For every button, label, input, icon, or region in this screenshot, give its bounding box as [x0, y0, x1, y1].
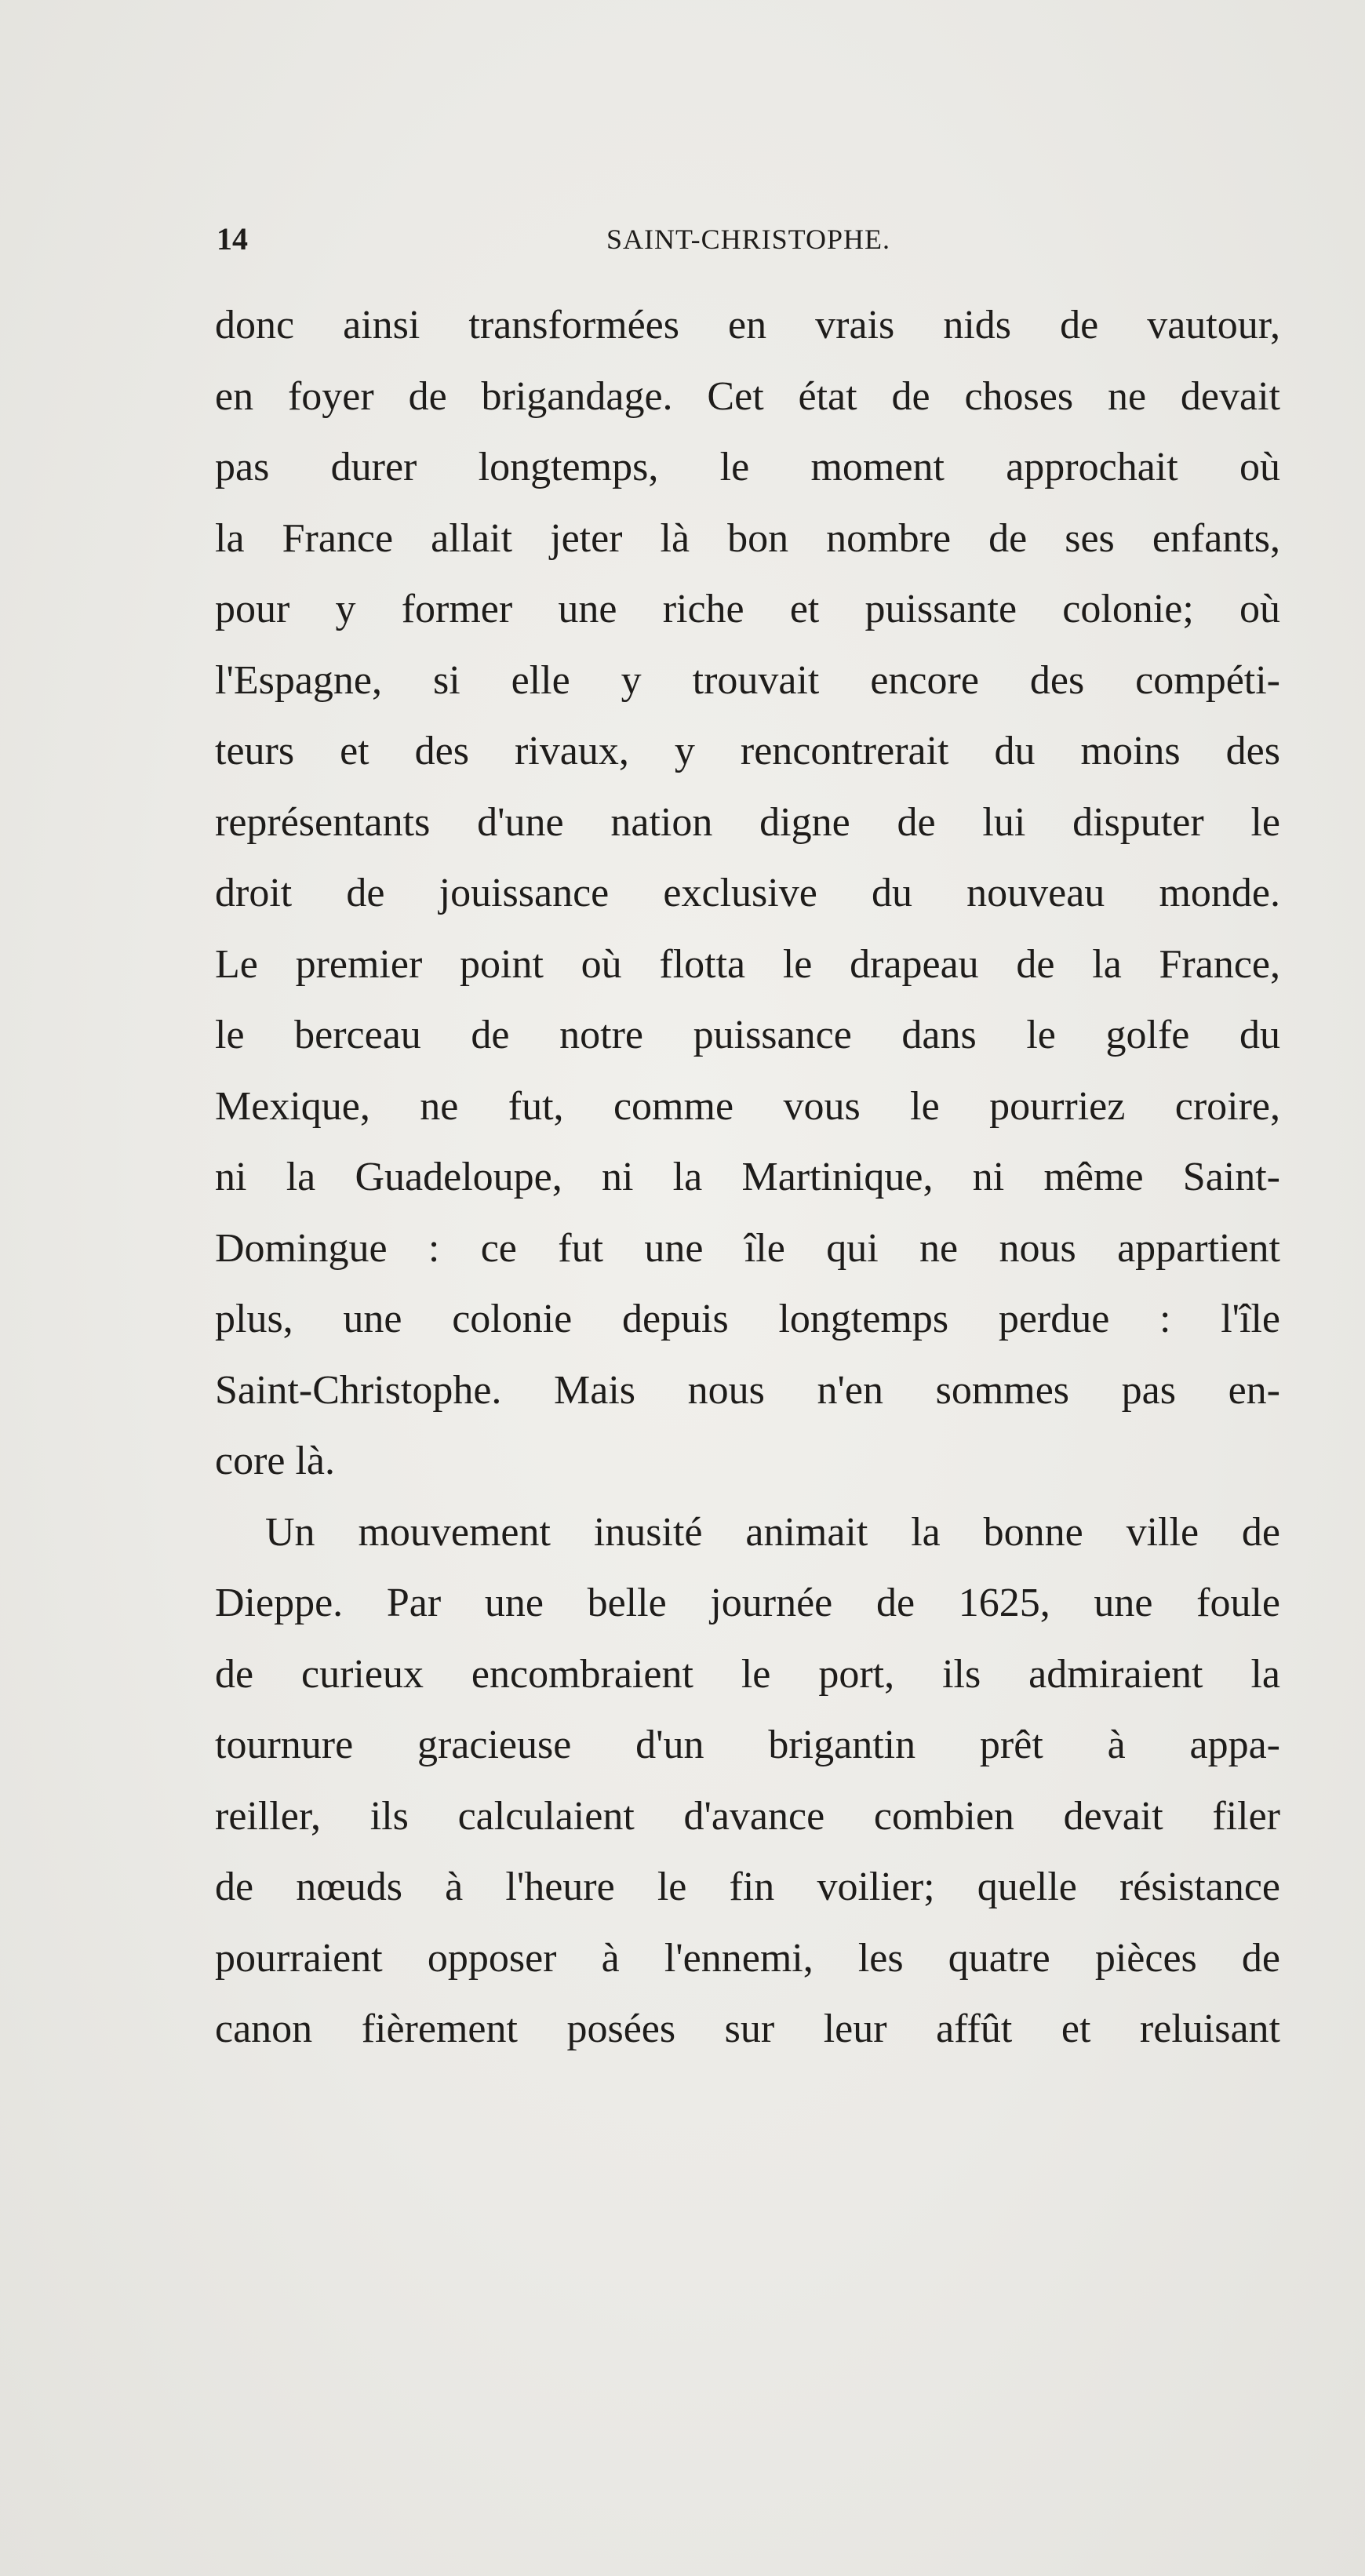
text-line: le berceau de notre puissance dans le golfe du [215, 1013, 1280, 1057]
page-number: 14 [217, 221, 248, 257]
text-line: donc ainsi transformées en vrais nids de vautour, [215, 303, 1280, 347]
page-header [217, 220, 1280, 259]
text-line: Le premier point où flotta le drapeau de la France, [215, 941, 1280, 987]
text-line: Mexique, ne fut, comme vous le pourriez croire, [215, 1083, 1280, 1129]
text-line: pour y former une riche et puissante colonie; où [215, 587, 1280, 631]
text-line: de curieux encombraient le port, ils admiraient la [215, 1651, 1280, 1697]
text-line: pourraient opposer à l'ennemi, les quatre pièces de [215, 1935, 1280, 1981]
text-line: Dieppe. Par une belle journée de 1625, une foule [215, 1581, 1280, 1625]
text-line: de nœuds à l'heure le fin voilier; quelle résistance [215, 1865, 1280, 1909]
text-line: Saint-Christophe. Mais nous n'en sommes pas en- [215, 1367, 1280, 1413]
text-line: pas durer longtemps, le moment approchait où [215, 445, 1280, 489]
text-line: ni la Guadeloupe, ni la Martinique, ni même Saint- [215, 1155, 1280, 1199]
text-line: Domingue : ce fut une île qui ne nous appartient [215, 1225, 1280, 1271]
text-line: l'Espagne, si elle y trouvait encore des compéti- [215, 657, 1280, 703]
text-line: la France allait jeter là bon nombre de ses enfants, [215, 515, 1280, 561]
text-line: plus, une colonie depuis longtemps perdue : l'île [215, 1297, 1280, 1341]
text-line: représentants d'une nation digne de lui disputer le [215, 799, 1280, 845]
text-line: reiller, ils calculaient d'avance combien devait filer [215, 1793, 1280, 1839]
text-line: droit de jouissance exclusive du nouveau monde. [215, 871, 1280, 915]
body-text [215, 290, 1280, 2065]
text-line: teurs et des rivaux, y rencontrerait du moins des [215, 729, 1280, 773]
text-line: en foyer de brigandage. Cet état de choses ne devait [215, 373, 1280, 419]
text-line: tournure gracieuse d'un brigantin prêt à appa- [215, 1723, 1280, 1767]
paragraph-end-line: core là. [215, 1439, 336, 1483]
running-title: SAINT-CHRISTOPHE. [606, 224, 891, 255]
paragraph-start-line: Un mouvement inusité animait la bonne ville de [265, 1509, 1280, 1555]
text-line: canon fièrement posées sur leur affût et reluisant [215, 2007, 1280, 2051]
